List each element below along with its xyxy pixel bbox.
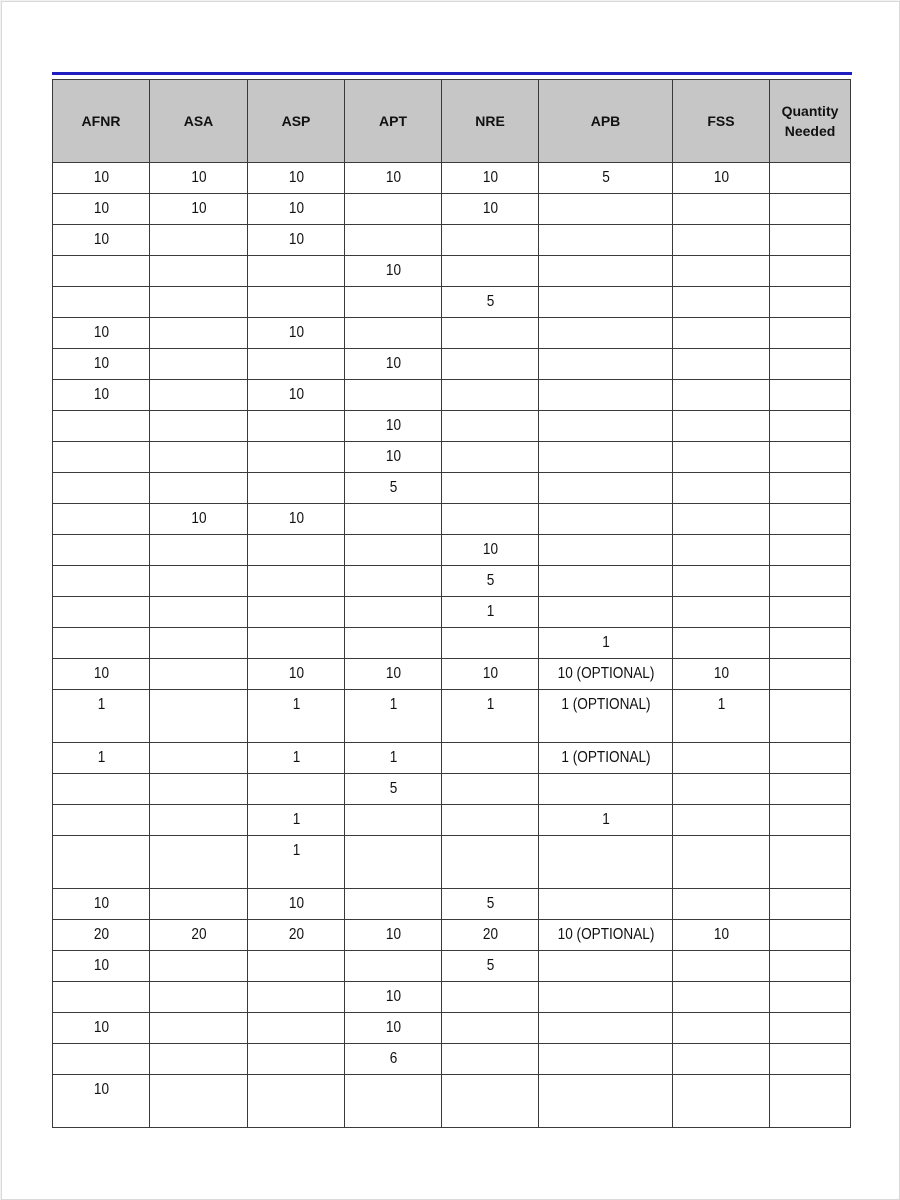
spreadsheet-page bbox=[1, 1, 900, 1200]
cell-apb[interactable] bbox=[549, 256, 663, 287]
cell-apb[interactable] bbox=[549, 442, 663, 473]
cell-quantity-needed[interactable] bbox=[776, 628, 845, 659]
cell-asp[interactable]: 1 bbox=[255, 690, 337, 743]
cell-quantity-needed[interactable] bbox=[776, 349, 845, 380]
cell-apb[interactable] bbox=[549, 889, 663, 920]
cell-asp[interactable]: 10 bbox=[255, 318, 337, 349]
cell-asp[interactable] bbox=[255, 256, 337, 287]
cell-nre[interactable]: 20 bbox=[449, 920, 531, 951]
cell-afnr[interactable]: 10 bbox=[60, 951, 142, 982]
cell-fss[interactable] bbox=[680, 836, 762, 889]
table-row bbox=[53, 628, 851, 659]
cell-asa[interactable] bbox=[157, 225, 240, 256]
table-row bbox=[53, 411, 851, 442]
cell-asp[interactable] bbox=[255, 1013, 337, 1044]
cell-nre[interactable] bbox=[449, 504, 531, 535]
cell-nre[interactable] bbox=[449, 628, 531, 659]
header-rule bbox=[52, 72, 852, 75]
cell-quantity-needed[interactable] bbox=[776, 225, 845, 256]
cell-quantity-needed[interactable] bbox=[776, 1013, 845, 1044]
cell-quantity-needed[interactable] bbox=[776, 535, 845, 566]
cell-apt[interactable]: 10 bbox=[352, 163, 434, 194]
table-row bbox=[53, 225, 851, 256]
header-asp: ASP bbox=[248, 80, 345, 163]
cell-afnr[interactable]: 10 bbox=[60, 225, 142, 256]
cell-apt[interactable]: 10 bbox=[352, 920, 434, 951]
cell-quantity-needed[interactable] bbox=[776, 920, 845, 951]
table-row bbox=[53, 194, 851, 225]
table-body bbox=[53, 163, 851, 1128]
cell-asa[interactable] bbox=[157, 566, 240, 597]
cell-afnr[interactable]: 10 bbox=[60, 318, 142, 349]
cell-asp[interactable] bbox=[255, 411, 337, 442]
cell-asa[interactable] bbox=[157, 743, 240, 774]
cell-asp[interactable]: 10 bbox=[255, 504, 337, 535]
cell-apt[interactable] bbox=[352, 566, 434, 597]
cell-asa[interactable] bbox=[157, 287, 240, 318]
cell-fss[interactable] bbox=[680, 774, 762, 805]
cell-apb[interactable]: 1 bbox=[549, 628, 663, 659]
cell-nre[interactable]: 5 bbox=[449, 287, 531, 318]
cell-asa[interactable] bbox=[157, 982, 240, 1013]
cell-quantity-needed[interactable] bbox=[776, 411, 845, 442]
cell-apb[interactable] bbox=[549, 774, 663, 805]
cell-asp[interactable] bbox=[255, 951, 337, 982]
header-row bbox=[53, 80, 851, 163]
cell-apb[interactable] bbox=[549, 411, 663, 442]
cell-asa[interactable] bbox=[157, 256, 240, 287]
cell-afnr[interactable]: 10 bbox=[60, 380, 142, 411]
cell-fss[interactable] bbox=[680, 743, 762, 774]
table-row bbox=[53, 1013, 851, 1044]
cell-quantity-needed[interactable] bbox=[776, 194, 845, 225]
cell-quantity-needed[interactable] bbox=[776, 566, 845, 597]
cell-apt[interactable]: 10 bbox=[352, 442, 434, 473]
cell-quantity-needed[interactable] bbox=[776, 504, 845, 535]
cell-asp[interactable] bbox=[255, 349, 337, 380]
cell-fss[interactable] bbox=[680, 951, 762, 982]
cell-apt[interactable] bbox=[352, 951, 434, 982]
cell-afnr[interactable] bbox=[60, 597, 142, 628]
cell-nre[interactable]: 5 bbox=[449, 951, 531, 982]
cell-nre[interactable] bbox=[449, 380, 531, 411]
cell-quantity-needed[interactable] bbox=[776, 442, 845, 473]
cell-fss[interactable] bbox=[680, 535, 762, 566]
cell-asp[interactable] bbox=[255, 774, 337, 805]
cell-apt[interactable] bbox=[352, 504, 434, 535]
cell-fss[interactable]: 10 bbox=[680, 163, 762, 194]
cell-asp[interactable]: 1 bbox=[255, 805, 337, 836]
cell-nre[interactable]: 5 bbox=[449, 566, 531, 597]
cell-nre[interactable] bbox=[449, 805, 531, 836]
cell-afnr[interactable] bbox=[60, 442, 142, 473]
cell-afnr[interactable] bbox=[60, 805, 142, 836]
cell-fss[interactable] bbox=[680, 380, 762, 411]
cell-asp[interactable]: 10 bbox=[255, 225, 337, 256]
table-row bbox=[53, 1075, 851, 1128]
cell-fss[interactable] bbox=[680, 566, 762, 597]
cell-asp[interactable] bbox=[255, 1044, 337, 1075]
cell-asa[interactable] bbox=[157, 805, 240, 836]
cell-apb[interactable] bbox=[549, 566, 663, 597]
cell-fss[interactable] bbox=[680, 349, 762, 380]
table-row bbox=[53, 473, 851, 504]
cell-fss[interactable] bbox=[680, 225, 762, 256]
cell-afnr[interactable] bbox=[60, 836, 142, 889]
cell-apb[interactable] bbox=[549, 597, 663, 628]
cell-afnr[interactable] bbox=[60, 256, 142, 287]
cell-apb[interactable]: 1 bbox=[549, 805, 663, 836]
cell-fss[interactable] bbox=[680, 1044, 762, 1075]
cell-quantity-needed[interactable] bbox=[776, 597, 845, 628]
cell-nre[interactable]: 10 bbox=[449, 535, 531, 566]
cell-apb[interactable] bbox=[549, 287, 663, 318]
cell-apt[interactable] bbox=[352, 1075, 434, 1128]
cell-quantity-needed[interactable] bbox=[776, 982, 845, 1013]
table-row bbox=[53, 163, 851, 194]
cell-nre[interactable] bbox=[449, 473, 531, 504]
cell-nre[interactable] bbox=[449, 1044, 531, 1075]
cell-quantity-needed[interactable] bbox=[776, 951, 845, 982]
table-row bbox=[53, 920, 851, 951]
cell-fss[interactable] bbox=[680, 982, 762, 1013]
table-row bbox=[53, 380, 851, 411]
cell-apt[interactable]: 10 bbox=[352, 411, 434, 442]
cell-apb[interactable] bbox=[549, 1013, 663, 1044]
cell-apt[interactable] bbox=[352, 836, 434, 889]
cell-afnr[interactable] bbox=[60, 566, 142, 597]
cell-apt[interactable]: 10 bbox=[352, 982, 434, 1013]
cell-asa[interactable]: 20 bbox=[157, 920, 240, 951]
cell-asp[interactable] bbox=[255, 566, 337, 597]
cell-nre[interactable] bbox=[449, 442, 531, 473]
cell-nre[interactable]: 5 bbox=[449, 889, 531, 920]
cell-nre[interactable]: 10 bbox=[449, 659, 531, 690]
cell-nre[interactable] bbox=[449, 774, 531, 805]
cell-apb[interactable] bbox=[549, 349, 663, 380]
cell-afnr[interactable] bbox=[60, 473, 142, 504]
cell-apt[interactable] bbox=[352, 628, 434, 659]
cell-quantity-needed[interactable] bbox=[776, 743, 845, 774]
cell-asa[interactable] bbox=[157, 774, 240, 805]
cell-apb[interactable]: 10 (OPTIONAL) bbox=[549, 920, 663, 951]
cell-nre[interactable] bbox=[449, 349, 531, 380]
cell-asp[interactable]: 10 bbox=[255, 194, 337, 225]
cell-afnr[interactable] bbox=[60, 504, 142, 535]
cell-apb[interactable]: 5 bbox=[549, 163, 663, 194]
cell-asa[interactable] bbox=[157, 349, 240, 380]
table-row bbox=[53, 1044, 851, 1075]
cell-fss[interactable] bbox=[680, 628, 762, 659]
cell-apb[interactable] bbox=[549, 225, 663, 256]
cell-apt[interactable] bbox=[352, 380, 434, 411]
cell-afnr[interactable]: 10 bbox=[60, 889, 142, 920]
table-row bbox=[53, 349, 851, 380]
table-row bbox=[53, 889, 851, 920]
cell-asp[interactable] bbox=[255, 982, 337, 1013]
cell-fss[interactable] bbox=[680, 504, 762, 535]
table-row bbox=[53, 504, 851, 535]
cell-asa[interactable] bbox=[157, 659, 240, 690]
cell-apb[interactable] bbox=[549, 380, 663, 411]
cell-asa[interactable] bbox=[157, 836, 240, 889]
cell-asa[interactable] bbox=[157, 889, 240, 920]
cell-quantity-needed[interactable] bbox=[776, 1075, 845, 1128]
cell-fss[interactable]: 10 bbox=[680, 920, 762, 951]
cell-asa[interactable] bbox=[157, 473, 240, 504]
cell-apb[interactable] bbox=[549, 535, 663, 566]
cell-apb[interactable]: 1 (OPTIONAL) bbox=[549, 743, 663, 774]
cell-nre[interactable] bbox=[449, 225, 531, 256]
cell-apb[interactable] bbox=[549, 1075, 663, 1128]
cell-fss[interactable] bbox=[680, 1075, 762, 1128]
header-apb: APB bbox=[539, 80, 673, 163]
table-row bbox=[53, 256, 851, 287]
cell-quantity-needed[interactable] bbox=[776, 659, 845, 690]
cell-nre[interactable] bbox=[449, 318, 531, 349]
header-apt: APT bbox=[345, 80, 442, 163]
cell-asp[interactable] bbox=[255, 442, 337, 473]
cell-afnr[interactable]: 20 bbox=[60, 920, 142, 951]
cell-fss[interactable] bbox=[680, 256, 762, 287]
cell-asp[interactable]: 10 bbox=[255, 659, 337, 690]
table-row bbox=[53, 951, 851, 982]
cell-apt[interactable]: 1 bbox=[352, 743, 434, 774]
cell-asa[interactable] bbox=[157, 1013, 240, 1044]
cell-nre[interactable] bbox=[449, 743, 531, 774]
cell-apb[interactable] bbox=[549, 982, 663, 1013]
cell-apt[interactable] bbox=[352, 535, 434, 566]
cell-afnr[interactable]: 10 bbox=[60, 1075, 142, 1128]
cell-nre[interactable]: 1 bbox=[449, 690, 531, 743]
cell-afnr[interactable] bbox=[60, 1044, 142, 1075]
cell-asp[interactable]: 10 bbox=[255, 889, 337, 920]
header-afnr: AFNR bbox=[53, 80, 150, 163]
table-row bbox=[53, 535, 851, 566]
cell-apb[interactable] bbox=[549, 318, 663, 349]
cell-afnr[interactable]: 1 bbox=[60, 743, 142, 774]
cell-fss[interactable] bbox=[680, 411, 762, 442]
cell-quantity-needed[interactable] bbox=[776, 318, 845, 349]
cell-quantity-needed[interactable] bbox=[776, 256, 845, 287]
cell-asa[interactable] bbox=[157, 442, 240, 473]
cell-fss[interactable] bbox=[680, 194, 762, 225]
cell-asa[interactable]: 10 bbox=[157, 504, 240, 535]
cell-asp[interactable]: 1 bbox=[255, 743, 337, 774]
cell-apt[interactable]: 10 bbox=[352, 1013, 434, 1044]
cell-fss[interactable] bbox=[680, 287, 762, 318]
cell-afnr[interactable]: 10 bbox=[60, 163, 142, 194]
quantity-table bbox=[52, 79, 851, 1128]
cell-quantity-needed[interactable] bbox=[776, 690, 845, 743]
cell-nre[interactable] bbox=[449, 836, 531, 889]
header-quantity-needed: Quantity Needed bbox=[770, 80, 851, 163]
cell-afnr[interactable] bbox=[60, 411, 142, 442]
cell-apt[interactable] bbox=[352, 287, 434, 318]
table-row bbox=[53, 659, 851, 690]
table-row bbox=[53, 566, 851, 597]
cell-apt[interactable]: 10 bbox=[352, 256, 434, 287]
cell-afnr[interactable] bbox=[60, 628, 142, 659]
cell-quantity-needed[interactable] bbox=[776, 774, 845, 805]
cell-fss[interactable] bbox=[680, 1013, 762, 1044]
cell-fss[interactable] bbox=[680, 889, 762, 920]
cell-quantity-needed[interactable] bbox=[776, 380, 845, 411]
table-row bbox=[53, 805, 851, 836]
table-row bbox=[53, 442, 851, 473]
cell-afnr[interactable] bbox=[60, 287, 142, 318]
cell-apt[interactable] bbox=[352, 225, 434, 256]
cell-quantity-needed[interactable] bbox=[776, 287, 845, 318]
cell-quantity-needed[interactable] bbox=[776, 889, 845, 920]
cell-asa[interactable] bbox=[157, 1044, 240, 1075]
cell-asa[interactable] bbox=[157, 411, 240, 442]
cell-nre[interactable] bbox=[449, 1075, 531, 1128]
cell-asp[interactable] bbox=[255, 287, 337, 318]
cell-quantity-needed[interactable] bbox=[776, 1044, 845, 1075]
table-row bbox=[53, 318, 851, 349]
cell-asa[interactable] bbox=[157, 690, 240, 743]
header-nre: NRE bbox=[442, 80, 539, 163]
cell-apb[interactable] bbox=[549, 1044, 663, 1075]
cell-apt[interactable] bbox=[352, 889, 434, 920]
cell-apb[interactable] bbox=[549, 473, 663, 504]
cell-quantity-needed[interactable] bbox=[776, 473, 845, 504]
cell-apt[interactable] bbox=[352, 318, 434, 349]
cell-asa[interactable]: 10 bbox=[157, 163, 240, 194]
cell-asa[interactable] bbox=[157, 1075, 240, 1128]
cell-apb[interactable]: 1 (OPTIONAL) bbox=[549, 690, 663, 743]
cell-fss[interactable] bbox=[680, 805, 762, 836]
cell-asp[interactable]: 10 bbox=[255, 380, 337, 411]
table-row bbox=[53, 597, 851, 628]
cell-fss[interactable]: 10 bbox=[680, 659, 762, 690]
cell-asa[interactable] bbox=[157, 628, 240, 659]
cell-apb[interactable] bbox=[549, 504, 663, 535]
cell-fss[interactable] bbox=[680, 597, 762, 628]
cell-afnr[interactable]: 10 bbox=[60, 194, 142, 225]
cell-asp[interactable] bbox=[255, 597, 337, 628]
table-row bbox=[53, 774, 851, 805]
cell-fss[interactable] bbox=[680, 473, 762, 504]
cell-asp[interactable] bbox=[255, 473, 337, 504]
cell-apb[interactable] bbox=[549, 836, 663, 889]
cell-asa[interactable] bbox=[157, 380, 240, 411]
cell-apt[interactable]: 5 bbox=[352, 473, 434, 504]
cell-nre[interactable]: 1 bbox=[449, 597, 531, 628]
cell-apt[interactable]: 10 bbox=[352, 659, 434, 690]
cell-asa[interactable]: 10 bbox=[157, 194, 240, 225]
cell-fss[interactable] bbox=[680, 442, 762, 473]
cell-nre[interactable]: 10 bbox=[449, 194, 531, 225]
cell-asp[interactable] bbox=[255, 628, 337, 659]
cell-asa[interactable] bbox=[157, 951, 240, 982]
cell-quantity-needed[interactable] bbox=[776, 163, 845, 194]
cell-afnr[interactable]: 1 bbox=[60, 690, 142, 743]
cell-afnr[interactable]: 10 bbox=[60, 1013, 142, 1044]
cell-asa[interactable] bbox=[157, 597, 240, 628]
cell-apb[interactable]: 10 (OPTIONAL) bbox=[549, 659, 663, 690]
cell-asa[interactable] bbox=[157, 318, 240, 349]
cell-afnr[interactable] bbox=[60, 982, 142, 1013]
cell-apt[interactable] bbox=[352, 597, 434, 628]
cell-apt[interactable]: 6 bbox=[352, 1044, 434, 1075]
cell-nre[interactable] bbox=[449, 411, 531, 442]
table-row bbox=[53, 690, 851, 743]
cell-asp[interactable]: 1 bbox=[255, 836, 337, 889]
table-row bbox=[53, 982, 851, 1013]
cell-afnr[interactable]: 10 bbox=[60, 659, 142, 690]
table-row bbox=[53, 287, 851, 318]
cell-apb[interactable] bbox=[549, 194, 663, 225]
table-row bbox=[53, 836, 851, 889]
cell-fss[interactable] bbox=[680, 318, 762, 349]
cell-asa[interactable] bbox=[157, 535, 240, 566]
cell-apt[interactable]: 10 bbox=[352, 349, 434, 380]
cell-asp[interactable]: 20 bbox=[255, 920, 337, 951]
cell-nre[interactable] bbox=[449, 1013, 531, 1044]
header-asa: ASA bbox=[150, 80, 248, 163]
cell-quantity-needed[interactable] bbox=[776, 805, 845, 836]
cell-asp[interactable]: 10 bbox=[255, 163, 337, 194]
cell-afnr[interactable] bbox=[60, 535, 142, 566]
cell-afnr[interactable]: 10 bbox=[60, 349, 142, 380]
cell-afnr[interactable] bbox=[60, 774, 142, 805]
cell-fss[interactable]: 1 bbox=[680, 690, 762, 743]
cell-apt[interactable] bbox=[352, 194, 434, 225]
cell-quantity-needed[interactable] bbox=[776, 836, 845, 889]
cell-apt[interactable]: 5 bbox=[352, 774, 434, 805]
cell-nre[interactable] bbox=[449, 982, 531, 1013]
cell-asp[interactable] bbox=[255, 1075, 337, 1128]
cell-apb[interactable] bbox=[549, 951, 663, 982]
table-row bbox=[53, 743, 851, 774]
header-fss: FSS bbox=[673, 80, 770, 163]
cell-nre[interactable] bbox=[449, 256, 531, 287]
cell-apt[interactable]: 1 bbox=[352, 690, 434, 743]
cell-nre[interactable]: 10 bbox=[449, 163, 531, 194]
cell-apt[interactable] bbox=[352, 805, 434, 836]
cell-asp[interactable] bbox=[255, 535, 337, 566]
